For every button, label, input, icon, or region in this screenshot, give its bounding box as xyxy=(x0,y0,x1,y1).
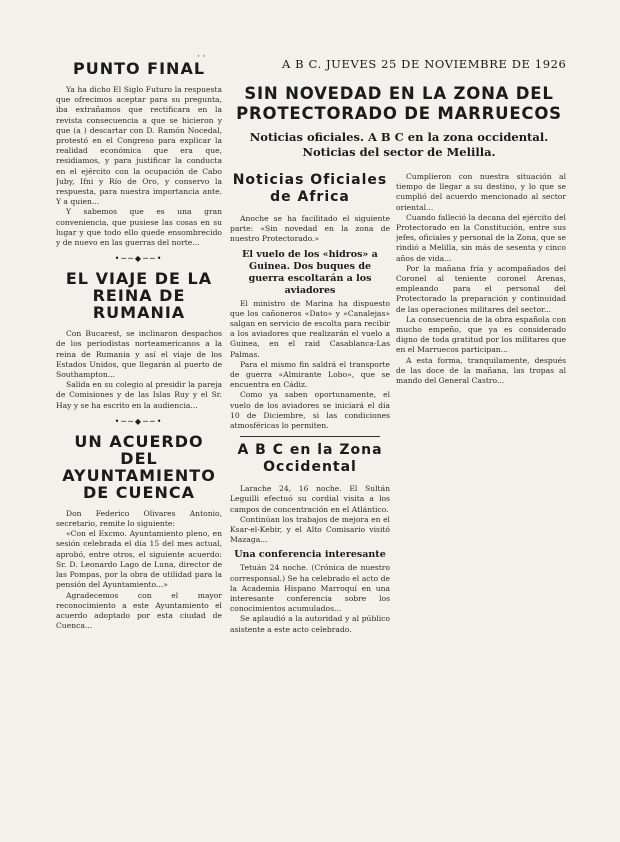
vuelo-paragraph: Como ya saben oportunamente, el vuelo de los aviadores se iniciará el día 10 de Diciembre, si las condiciones atmosféricas lo permiten. xyxy=(230,390,390,431)
noticias-paragraph: Anoche se ha facilitado el siguiente parte: «Sin novedad en la zona de nuestro Protectorado.» xyxy=(230,214,390,244)
main-headline: SIN NOVEDAD EN LA ZONA DEL PROTECTORADO DE MARRUECOS xyxy=(236,84,562,123)
acuerdo-cuenca-title: UN ACUERDO DEL AYUNTAMIENTO DE CUENCA xyxy=(62,431,216,502)
page-mark: · · xyxy=(197,52,206,62)
acuerdo-cuenca-paragraph: Agradecemos con el mayor reconocimiento a este Ayuntamiento el acuerdo adoptado por esta ciudad de Cuenca... xyxy=(56,590,222,631)
conferencia-subheading: Una conferencia interesante xyxy=(234,549,386,561)
melilla-paragraph: La consecuencia de la obra española con mucho empeño, que ya es considerado digno de toda gratitud por los militares que en el Marruecos participan... xyxy=(396,314,566,355)
vuelo-guinea-subheading: El vuelo de los «hidros» a Guinea. Dos buques de guerra escoltarán a los aviadores xyxy=(242,248,378,296)
melilla-paragraph: Cumplieron con nuestra situación al tiempo de llegar a su destino, y lo que se cumplió del acuerdo mencionado al sector oriental... xyxy=(396,172,566,212)
left-column xyxy=(56,60,222,835)
main-subheadline: Noticias oficiales. A B C en la zona occidental. Noticias del sector de Melilla. xyxy=(249,130,549,159)
vuelo-paragraph: Para el mismo fin saldrá el transporte de guerra «Almirante Lobo», que se encuentra en Cádiz. xyxy=(230,359,390,390)
abc-zona-occidental-title: A B C en la Zona Occidental xyxy=(237,442,383,476)
vuelo-paragraph: El ministro de Marina ha dispuesto que los cañoneros «Dato» y «Canalejas» salgan en servicio de escolta para recibir a los aviadores que realizarán el vuelo a Guinea, en el raid Casablanca-Las Palmas. xyxy=(230,298,390,359)
ornament-divider: •──◆──• xyxy=(114,254,164,264)
running-header: A B C. JUEVES 25 DE NOVIEMBRE DE 1926 xyxy=(282,57,567,71)
punto-final-title: PUNTO FINAL xyxy=(72,60,206,78)
abc-zona-paragraph: Continúan los trabajos de mejora en el Ksar-el-Kebir, y el Alto Comisario visitó Mazaga... xyxy=(230,514,390,545)
ornament-divider: •──◆──• xyxy=(114,416,164,426)
main-headline-block xyxy=(226,84,572,160)
viaje-reina-paragraph: Con Bucarest, se inclinaron despachos de los periodistas norteamericanos a la reina de Rumania y así el viaje de los Estados Unidos, que llegarán al puerto de Southampton... xyxy=(56,329,222,380)
acuerdo-cuenca-paragraph: «Con el Excmo. Ayuntamiento pleno, en sesión celebrada el día 15 del mes actual, aprobó, entre otros, el siguiente acuerdo: Sr. D. Leonardo Lago de Luna, director de las Pompas, por la obra de utilidad para la pensión del Ayuntamiento...» xyxy=(56,529,222,590)
punto-final-paragraph: Ya ha dicho El Siglo Futuro la respuesta que ofrecimos aceptar para su pregunta, iba extrañamos que rectificara en la revista consecuencia a que se hicieron y que (a ) descartar con D. Ramón Nocedal, protestó en el Congreso para explicar la realidad económica que era que, residiamos, y para justificar la conducta en el ejército con la ocupación de Cabo Juby, Ifni y Río de Oro, y conservo la respuesta, para nuestra importancia ante. Y a quien... xyxy=(56,85,222,207)
section-rule xyxy=(240,436,380,437)
conferencia-paragraph: Se aplaudió a la autoridad y al público asistente a este acto celebrado. xyxy=(230,614,390,634)
right-column xyxy=(396,172,566,835)
noticias-oficiales-title: Noticias Oficiales de Africa xyxy=(232,172,388,205)
melilla-paragraph: Cuando falleció la decana del ejército del Protectorado en la Constitución, entre sus jefes, oficiales y personal de la Zona, que se rindió a Melilla, sin más de sesenta y cinco años de vida... xyxy=(396,212,566,263)
abc-zona-paragraph: Larache 24, 16 noche. El Sultán Leguilli efectuó su cordial visita a los campos de concentración en el Atlántico. xyxy=(230,484,390,514)
acuerdo-cuenca-paragraph: Don Federico Olivares Antonio, secretario, remite lo siguiente: xyxy=(56,508,222,529)
punto-final-paragraph: Y sabemos que es una gran conveniencia, que pusiese las cosas en su lugar y que todo ello quede ensombrecido y de nuevo en las guerras del norte... xyxy=(56,207,222,248)
melilla-paragraph: A esta forma, tranquilamente, después de las doce de la mañana, las tropas al mando del General Castro... xyxy=(396,355,566,386)
melilla-paragraph: Por la mañana fría y acompañados del Coronel al teniente coronel Arenas, empleando para el personal del Protectorado la preparación y continuidad de las operaciones militares del sector... xyxy=(396,263,566,314)
viaje-reina-title: EL VIAJE DE LA REINA DE RUMANIA xyxy=(65,269,213,323)
conferencia-paragraph: Tetuán 24 noche. (Crónica de nuestro corresponsal.) Se ha celebrado el acto de la Academia Hispano Marroquí en una interesante conferencia sobre los conocimientos acumulados... xyxy=(230,563,390,614)
middle-column xyxy=(230,172,390,835)
viaje-reina-paragraph: Salida en su colegio al presidir la pareja de Comisiones y de las Islas Ruy y el Sr. Hay y se ha escrito en la audiencia... xyxy=(56,380,222,410)
